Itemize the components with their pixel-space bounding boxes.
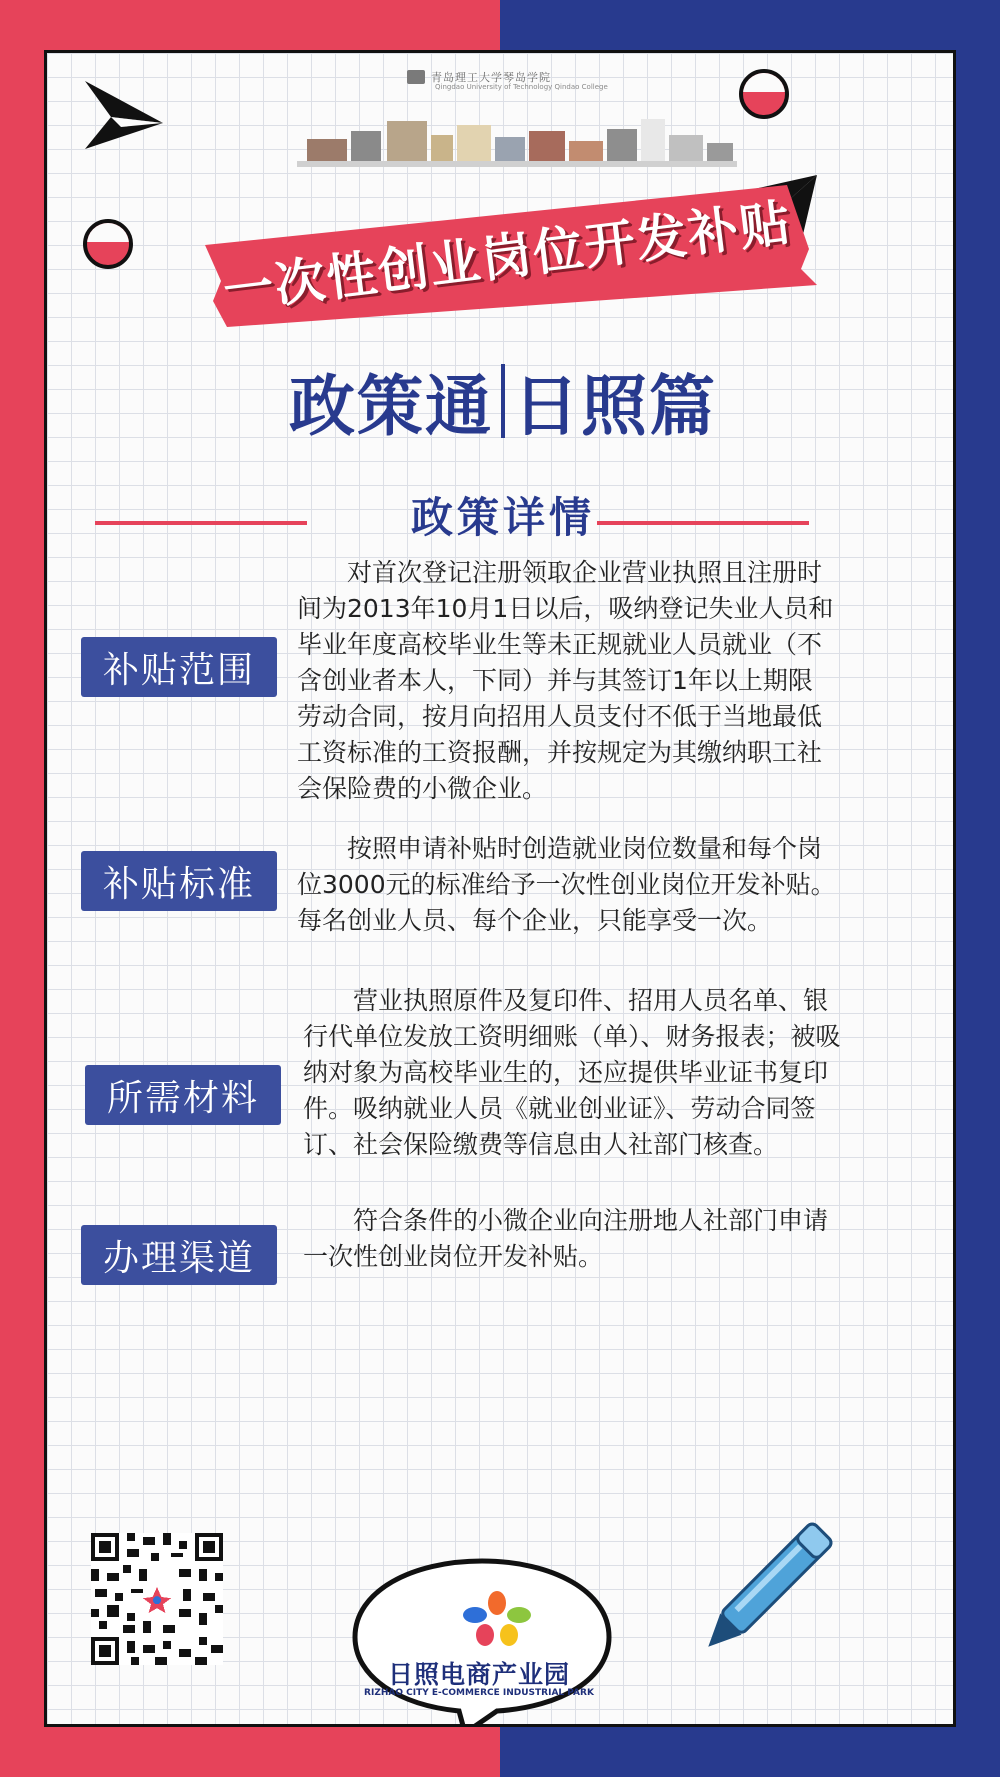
pen-icon: [687, 1513, 837, 1673]
school-name-en: Qingdao University of Technology Qindao College: [435, 83, 608, 91]
tag-subsidy-standard: 补贴标准: [81, 851, 277, 911]
section-divider-right: [597, 521, 809, 525]
title-banner: [187, 173, 827, 333]
policy-title-right: 日照篇: [513, 368, 717, 445]
text-required-materials: 营业执照原件及复印件、招用人员名单、银行代单位发放工资明细账（单）、财务报表；被吸纳对象为高校毕业生的，还应提供毕业证书复印件。吸纳就业人员《就业创业证》、劳动合同签订、社会保险缴费等信息由人社部门核查。: [303, 986, 841, 1159]
school-emblem-icon: [407, 70, 425, 84]
qr-code: [91, 1533, 223, 1665]
paper-plane-icon: [81, 77, 167, 153]
tag-subsidy-scope: 补贴范围: [81, 637, 277, 697]
policy-title: [47, 353, 956, 448]
school-name: 青岛理工大学琴岛学院: [431, 71, 551, 84]
banner-title: 一次性创业岗位开发补贴: [220, 193, 795, 321]
tag-required-materials: 所需材料: [85, 1065, 281, 1125]
section-title: 政策详情: [410, 493, 595, 542]
decor-circle-icon: [739, 69, 789, 119]
policy-title-left: 政策通: [289, 368, 493, 445]
text-application-channel: 符合条件的小微企业向注册地人社部门申请一次性创业岗位开发补贴。: [303, 1206, 829, 1271]
text-subsidy-scope: 对首次登记注册领取企业营业执照且注册时间为2013年10月1日以后，吸纳登记失业人员和毕业年度高校毕业生等未正规就业人员就业（不含创业者本人，下同）并与其签订1年以上期限劳动合同，按月向招用人员支付不低于当地最低工资标准的工资报酬，并按规定为其缴纳职工社会保险费的小微企业。: [297, 558, 834, 803]
poster-card: [44, 50, 956, 1727]
decor-circle-icon: [83, 219, 133, 269]
title-separator: [501, 364, 505, 438]
park-logo-icon: [457, 1589, 537, 1649]
park-name-en: RIZHAO CITY E-COMMERCE INDUSTRIAL PARK: [364, 1688, 594, 1698]
park-name: 日照电商产业园: [387, 1660, 570, 1689]
tag-application-channel: 办理渠道: [81, 1225, 277, 1285]
text-subsidy-standard: 按照申请补贴时创造就业岗位数量和每个岗位3000元的标准给予一次性创业岗位开发补贴。每名创业人员、每个企业，只能享受一次。: [297, 834, 836, 935]
